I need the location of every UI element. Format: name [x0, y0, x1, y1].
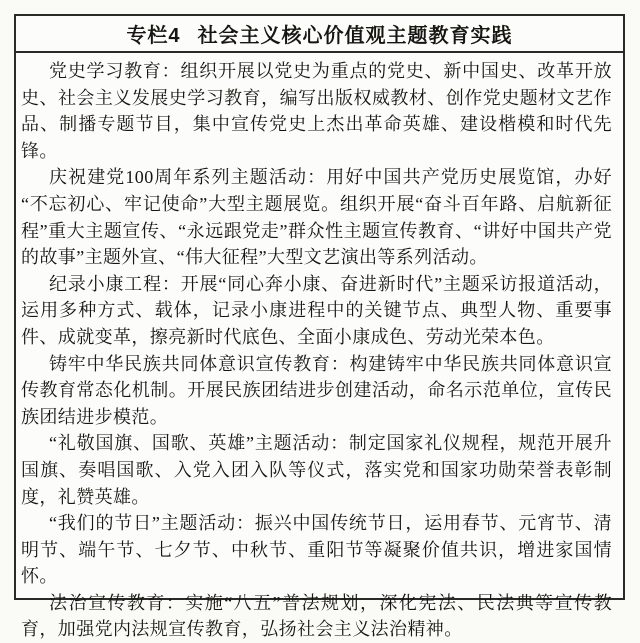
- body-paragraph: 铸牢中华民族共同体意识宣传教育：构建铸牢中华民族共同体意识宣传教育常态化机制。开展民族团结进步创建活动，命名示范单位，宣传民族团结进步模范。: [21, 353, 612, 427]
- body-paragraph: 法治宣传教育：实施“八五”普法规划，深化宪法、民法典等宣传教育，加强党内法规宣传教育，弘扬社会主义法治精神。: [21, 592, 612, 640]
- panel-label: 专栏4: [126, 25, 181, 47]
- panel-title: 社会主义核心价值观主题教育实践: [197, 25, 513, 47]
- body-paragraph: “礼敬国旗、国歌、英雄”主题活动：制定国家礼仪规程，规范开展升国旗、奏唱国歌、入党入团入队等仪式，落实党和国家功勋荣誉表彰制度，礼赞英雄。: [21, 433, 612, 507]
- body-paragraph: 庆祝建党100周年系列主题活动：用好中国共产党历史展览馆，办好“不忘初心、牢记使命”大型主题展览。组织开展“奋斗百年路、启航新征程”重大主题宣传、“永远跟党走”群众性主题宣传教育、“讲好中国共产党的故事”主题外宣、“伟大征程”大型文艺演出等系列活动。: [21, 167, 612, 268]
- body-paragraph: 纪录小康工程：开展“同心奔小康、奋进新时代”主题采访报道活动，运用多种方式、载体，记录小康进程中的关键节点、典型人物、重要事件、成就变革，擦亮新时代底色、全面小康成色、劳动光荣本色。: [21, 273, 612, 347]
- column-panel: [14, 14, 625, 640]
- body-paragraph: “我们的节日”主题活动：振兴中国传统节日，运用春节、元宵节、清明节、端午节、七夕节、中秋节、重阳节等凝聚价值共识，增进家国情怀。: [21, 513, 612, 587]
- panel-header: [16, 16, 623, 53]
- body-paragraph: 党史学习教育：组织开展以党史为重点的党史、新中国史、改革开放史、社会主义发展史学习教育，编写出版权威教材、创作党史题材文艺作品、制播专题节目，集中宣传党史上杰出革命英雄、建设楷模和时代先锋。: [21, 61, 612, 161]
- panel-body: [16, 53, 623, 643]
